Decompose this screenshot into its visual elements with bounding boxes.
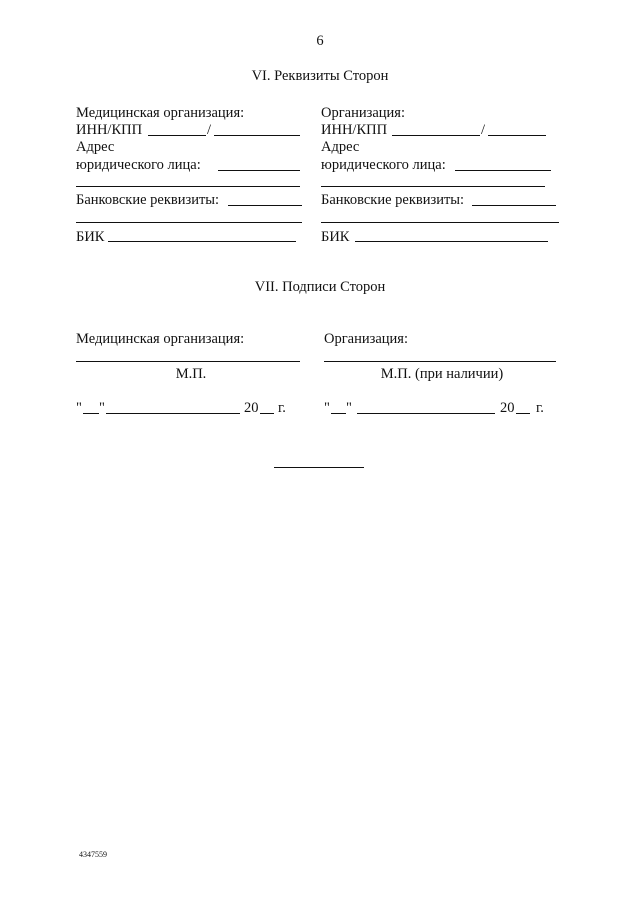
year-field[interactable] bbox=[516, 413, 530, 414]
month-field[interactable] bbox=[106, 413, 240, 414]
signature-line[interactable] bbox=[324, 361, 556, 362]
medical-org-label: Медицинская организация: bbox=[76, 331, 245, 347]
date-quote-close: " bbox=[346, 400, 352, 416]
bik-label: БИК bbox=[321, 229, 350, 245]
inn-kpp-separator: / bbox=[207, 122, 212, 138]
day-field[interactable] bbox=[83, 413, 99, 414]
legal-address-field-2[interactable] bbox=[321, 186, 545, 187]
organization-label: Организация: bbox=[321, 105, 406, 121]
bank-details-field-2[interactable] bbox=[76, 222, 302, 223]
bank-details-field[interactable] bbox=[472, 205, 556, 206]
inn-kpp-label: ИНН/КПП bbox=[76, 122, 143, 138]
kpp-field[interactable] bbox=[214, 135, 300, 136]
bik-label: БИК bbox=[76, 229, 105, 245]
year-suffix: г. bbox=[278, 400, 286, 416]
medical-org-label: Медицинская организация: bbox=[76, 105, 245, 121]
date-quote-close: " bbox=[99, 400, 105, 416]
bank-details-field[interactable] bbox=[228, 205, 302, 206]
stamp-label: М.П. (при наличии) bbox=[380, 366, 504, 382]
legal-address-field[interactable] bbox=[218, 170, 300, 171]
inn-field[interactable] bbox=[148, 135, 206, 136]
inn-kpp-separator: / bbox=[481, 122, 486, 138]
kpp-field[interactable] bbox=[488, 135, 546, 136]
section-title-signatures: VII. Подписи Сторон bbox=[254, 279, 386, 295]
date-quote-open: " bbox=[324, 400, 330, 416]
legal-entity-label: юридического лица: bbox=[76, 157, 201, 173]
organization-label: Организация: bbox=[324, 331, 409, 347]
section-title-requisites: VI. Реквизиты Сторон bbox=[251, 68, 389, 84]
year-suffix: г. bbox=[536, 400, 544, 416]
end-separator-line bbox=[274, 467, 364, 468]
signature-line[interactable] bbox=[76, 361, 300, 362]
legal-entity-label: юридического лица: bbox=[321, 157, 446, 173]
bik-field[interactable] bbox=[355, 241, 548, 242]
bank-details-label: Банковские реквизиты: bbox=[76, 192, 220, 208]
day-field[interactable] bbox=[331, 413, 346, 414]
year-prefix: 20 bbox=[500, 400, 515, 416]
year-prefix: 20 bbox=[244, 400, 259, 416]
year-field[interactable] bbox=[260, 413, 274, 414]
bik-field[interactable] bbox=[108, 241, 296, 242]
month-field[interactable] bbox=[357, 413, 495, 414]
bank-details-field-2[interactable] bbox=[321, 222, 559, 223]
document-id: 4347559 bbox=[79, 850, 107, 859]
inn-field[interactable] bbox=[392, 135, 480, 136]
bank-details-label: Банковские реквизиты: bbox=[321, 192, 465, 208]
stamp-label: М.П. bbox=[175, 366, 207, 382]
date-quote-open: " bbox=[76, 400, 82, 416]
inn-kpp-label: ИНН/КПП bbox=[321, 122, 388, 138]
page-number: 6 bbox=[316, 33, 324, 49]
legal-address-field-2[interactable] bbox=[76, 186, 300, 187]
address-label: Адрес bbox=[76, 139, 115, 155]
address-label: Адрес bbox=[321, 139, 360, 155]
legal-address-field[interactable] bbox=[455, 170, 551, 171]
